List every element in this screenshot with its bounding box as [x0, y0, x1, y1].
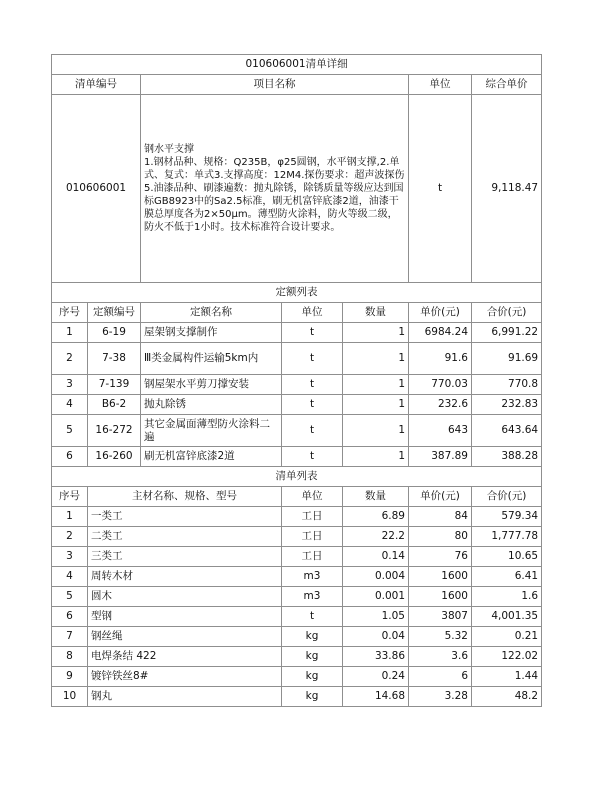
material-cell: 1,777.78	[472, 527, 542, 547]
quota-cell: 91.69	[472, 343, 542, 375]
material-cell: 工日	[282, 527, 343, 547]
material-cell: 1.44	[472, 667, 542, 687]
material-cell: 84	[409, 507, 472, 527]
material-cell: 6	[52, 607, 88, 627]
quota-header-cell: 单价(元)	[409, 303, 472, 323]
material-row	[52, 527, 542, 547]
material-cell: kg	[282, 667, 343, 687]
quota-cell: 7-139	[88, 375, 141, 395]
quota-cell: 16-272	[88, 415, 141, 447]
materials-header-cell: 序号	[52, 487, 88, 507]
material-cell: 6.89	[343, 507, 409, 527]
item-description	[141, 95, 409, 283]
quota-cell: B6-2	[88, 395, 141, 415]
quota-cell: 3	[52, 375, 88, 395]
item-unit: t	[409, 95, 472, 283]
material-cell: 14.68	[343, 687, 409, 707]
materials-header-cell: 单价(元)	[409, 487, 472, 507]
material-cell: 二类工	[88, 527, 282, 547]
quota-cell: t	[282, 343, 343, 375]
material-cell: 3.28	[409, 687, 472, 707]
quota-header-cell: 单位	[282, 303, 343, 323]
quota-cell: 4	[52, 395, 88, 415]
material-cell: 5	[52, 587, 88, 607]
material-cell: 圆木	[88, 587, 282, 607]
materials-header-row	[52, 487, 542, 507]
material-cell: 钢丸	[88, 687, 282, 707]
quota-header-row	[52, 303, 542, 323]
material-cell: 22.2	[343, 527, 409, 547]
quota-cell: 16-260	[88, 447, 141, 467]
quota-row	[52, 395, 542, 415]
material-row	[52, 587, 542, 607]
quota-cell: 1	[343, 415, 409, 447]
quota-cell: 6984.24	[409, 323, 472, 343]
quota-row	[52, 343, 542, 375]
material-cell: 579.34	[472, 507, 542, 527]
quota-cell: 屋架钢支撑制作	[141, 323, 282, 343]
material-cell: 1.6	[472, 587, 542, 607]
material-cell: 周转木材	[88, 567, 282, 587]
quota-cell: 1	[343, 395, 409, 415]
header-name: 项目名称	[141, 75, 409, 95]
materials-header-cell: 主材名称、规格、型号	[88, 487, 282, 507]
material-cell: 0.21	[472, 627, 542, 647]
material-cell: 1600	[409, 567, 472, 587]
material-cell: 33.86	[343, 647, 409, 667]
material-cell: 工日	[282, 547, 343, 567]
material-cell: 48.2	[472, 687, 542, 707]
item-description-text: 钢水平支撑 1.钢材品种、规格：Q235B，φ25圆钢，水平钢支撑,2.单式、复式：单式3.支撑高度：12M4.探伤要求：超声波探伤5.油漆品种、刷漆遍数：抛丸除锈，除锈质量等级应达到国标GB8923中的Sa2.5标准，刷无机富锌底漆2道，油漆干膜总厚度各为2×50μm。薄型防火涂料，防火等级二级，防火不低于1小时。技术标准符合设计要求。	[144, 144, 405, 233]
material-cell: kg	[282, 687, 343, 707]
quota-cell: 6	[52, 447, 88, 467]
material-row	[52, 647, 542, 667]
quota-section-title: 定额列表	[52, 283, 542, 303]
quota-header-cell: 合价(元)	[472, 303, 542, 323]
material-cell: 工日	[282, 507, 343, 527]
materials-section-title: 清单列表	[52, 467, 542, 487]
quota-cell: 232.6	[409, 395, 472, 415]
material-cell: t	[282, 607, 343, 627]
quota-cell: 91.6	[409, 343, 472, 375]
quota-cell: 387.89	[409, 447, 472, 467]
material-cell: 2	[52, 527, 88, 547]
material-cell: m3	[282, 587, 343, 607]
material-cell: 1	[52, 507, 88, 527]
quota-cell: 1	[343, 447, 409, 467]
material-cell: 76	[409, 547, 472, 567]
materials-section-row	[52, 467, 542, 487]
header-price: 综合单价	[472, 75, 542, 95]
materials-header-cell: 数量	[343, 487, 409, 507]
material-cell: 10.65	[472, 547, 542, 567]
quota-cell: Ⅲ类金属构件运输5km内	[141, 343, 282, 375]
quota-cell: 388.28	[472, 447, 542, 467]
material-cell: 6.41	[472, 567, 542, 587]
material-cell: 0.001	[343, 587, 409, 607]
material-row	[52, 567, 542, 587]
quota-cell: t	[282, 323, 343, 343]
bill-detail-table	[51, 54, 542, 707]
material-cell: kg	[282, 647, 343, 667]
material-row	[52, 627, 542, 647]
material-cell: 0.24	[343, 667, 409, 687]
material-cell: 122.02	[472, 647, 542, 667]
material-cell: 0.004	[343, 567, 409, 587]
material-cell: 三类工	[88, 547, 282, 567]
quota-cell: 6-19	[88, 323, 141, 343]
material-cell: 4	[52, 567, 88, 587]
quota-row	[52, 415, 542, 447]
quota-header-cell: 定额编号	[88, 303, 141, 323]
material-cell: m3	[282, 567, 343, 587]
material-cell: 3	[52, 547, 88, 567]
material-row	[52, 667, 542, 687]
materials-header-cell: 单位	[282, 487, 343, 507]
quota-cell: 770.03	[409, 375, 472, 395]
header-code: 清单编号	[52, 75, 141, 95]
material-cell: 0.04	[343, 627, 409, 647]
quota-row	[52, 323, 542, 343]
material-cell: 1600	[409, 587, 472, 607]
material-cell: 80	[409, 527, 472, 547]
material-row	[52, 507, 542, 527]
header-unit: 单位	[409, 75, 472, 95]
material-cell: 一类工	[88, 507, 282, 527]
material-cell: 3807	[409, 607, 472, 627]
quota-cell: 5	[52, 415, 88, 447]
material-cell: 9	[52, 667, 88, 687]
material-cell: 7	[52, 627, 88, 647]
material-cell: 5.32	[409, 627, 472, 647]
material-cell: 4,001.35	[472, 607, 542, 627]
material-cell: 8	[52, 647, 88, 667]
quota-cell: t	[282, 375, 343, 395]
quota-cell: 6,991.22	[472, 323, 542, 343]
quota-cell: 643	[409, 415, 472, 447]
quota-cell: 1	[343, 375, 409, 395]
material-row	[52, 547, 542, 567]
quota-cell: 770.8	[472, 375, 542, 395]
material-row	[52, 687, 542, 707]
material-cell: 钢丝绳	[88, 627, 282, 647]
material-row	[52, 607, 542, 627]
quota-cell: t	[282, 395, 343, 415]
quota-header-cell: 数量	[343, 303, 409, 323]
material-cell: 型钢	[88, 607, 282, 627]
sheet-title: 010606001清单详细	[52, 55, 542, 75]
quota-cell: t	[282, 415, 343, 447]
item-code: 010606001	[52, 95, 141, 283]
quota-cell: 7-38	[88, 343, 141, 375]
quota-cell: 1	[343, 343, 409, 375]
material-cell: 镀锌铁丝8#	[88, 667, 282, 687]
quota-cell: 钢屋架水平剪刀撑安装	[141, 375, 282, 395]
material-cell: kg	[282, 627, 343, 647]
quota-cell: 其它金属面薄型防火涂料二遍	[141, 415, 282, 447]
quota-cell: 1	[52, 323, 88, 343]
quota-row	[52, 447, 542, 467]
quota-cell: 1	[343, 323, 409, 343]
material-cell: 电焊条结 422	[88, 647, 282, 667]
quota-cell: t	[282, 447, 343, 467]
quota-cell: 抛丸除锈	[141, 395, 282, 415]
quota-cell: 232.83	[472, 395, 542, 415]
material-cell: 10	[52, 687, 88, 707]
material-cell: 3.6	[409, 647, 472, 667]
quota-cell: 刷无机富锌底漆2道	[141, 447, 282, 467]
material-cell: 0.14	[343, 547, 409, 567]
quota-cell: 2	[52, 343, 88, 375]
quota-header-cell: 定额名称	[141, 303, 282, 323]
quota-header-cell: 序号	[52, 303, 88, 323]
item-price: 9,118.47	[472, 95, 542, 283]
material-cell: 6	[409, 667, 472, 687]
material-cell: 1.05	[343, 607, 409, 627]
materials-header-cell: 合价(元)	[472, 487, 542, 507]
quota-cell: 643.64	[472, 415, 542, 447]
quota-row	[52, 375, 542, 395]
